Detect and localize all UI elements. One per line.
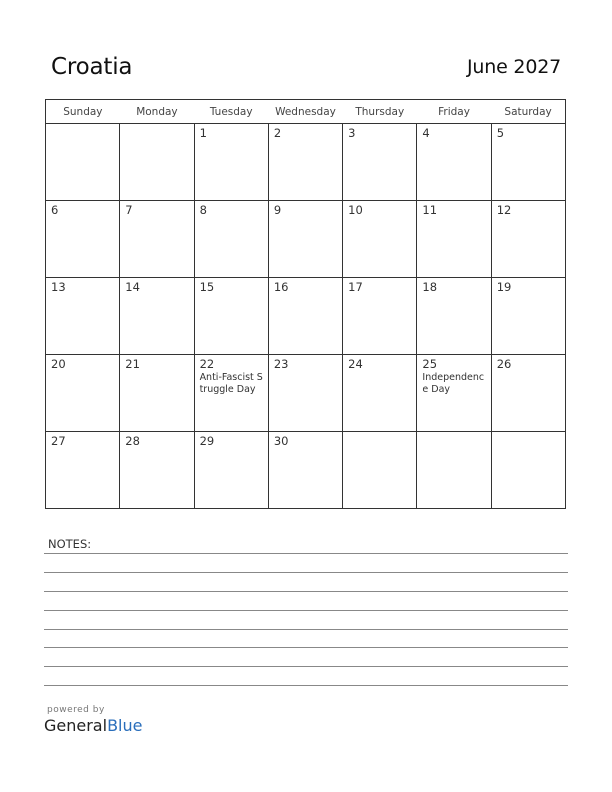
day-number: 26 — [496, 357, 512, 371]
day-cell[interactable] — [343, 278, 417, 355]
calendar-grid — [45, 99, 566, 509]
day-number: 15 — [199, 280, 215, 294]
day-cell-content — [343, 432, 416, 508]
day-cell-content — [46, 278, 119, 354]
day-number: 21 — [125, 357, 140, 371]
day-cell-content — [417, 124, 490, 200]
day-cell-content — [492, 201, 565, 277]
day-cell-content — [120, 201, 193, 277]
day-cell-content — [195, 124, 268, 200]
day-number: 30 — [273, 434, 289, 448]
day-number: 11 — [422, 203, 438, 217]
day-number: 12 — [496, 203, 512, 217]
day-cell[interactable] — [194, 432, 268, 509]
weekday-label: Saturday — [491, 100, 565, 124]
day-cell[interactable] — [417, 124, 491, 201]
day-number: 27 — [51, 434, 66, 448]
day-number: 1 — [199, 126, 207, 140]
day-number: 14 — [125, 280, 140, 294]
day-cell[interactable] — [417, 355, 491, 432]
day-cell[interactable] — [343, 355, 417, 432]
day-number: 29 — [199, 434, 215, 448]
calendar-week-row — [46, 278, 566, 355]
holiday-label: Independence Day — [422, 372, 485, 395]
day-cell-content — [195, 355, 268, 431]
day-cell-content — [46, 124, 119, 200]
day-number: 18 — [422, 280, 438, 294]
note-line — [44, 685, 568, 686]
day-cell-content — [492, 278, 565, 354]
note-line — [44, 591, 568, 592]
day-cell-content — [120, 432, 193, 508]
day-cell-content — [343, 278, 416, 354]
day-cell[interactable] — [194, 201, 268, 278]
day-cell[interactable] — [120, 432, 194, 509]
calendar-week-row — [46, 432, 566, 509]
calendar-week-row — [46, 124, 566, 201]
day-number: 9 — [273, 203, 282, 217]
day-cell[interactable] — [417, 201, 491, 278]
powered-by-text: powered by — [47, 705, 105, 715]
day-cell-content — [417, 355, 490, 431]
weekday-label: Sunday — [46, 100, 120, 124]
day-cell[interactable] — [120, 201, 194, 278]
day-number: 3 — [348, 126, 356, 140]
day-cell[interactable] — [46, 278, 120, 355]
day-number: 6 — [51, 203, 59, 217]
weekday-label: Monday — [120, 100, 194, 124]
day-number: 7 — [125, 203, 133, 217]
day-cell-content — [492, 124, 565, 200]
day-cell[interactable] — [46, 124, 120, 201]
weekday-label: Thursday — [343, 100, 417, 124]
day-number: 23 — [273, 357, 289, 371]
note-line — [44, 666, 568, 667]
day-number: 5 — [496, 126, 505, 140]
holiday-label: Anti-Fascist Struggle Day — [199, 372, 263, 395]
day-number: 16 — [273, 280, 289, 294]
weekday-label: Friday — [417, 100, 491, 124]
day-cell-content — [417, 278, 490, 354]
day-cell[interactable] — [417, 432, 491, 509]
day-cell-content — [417, 201, 490, 277]
brand-blue: Blue — [107, 716, 143, 735]
day-number: 22 — [199, 357, 215, 371]
note-line — [44, 610, 568, 611]
day-cell[interactable] — [194, 355, 268, 432]
day-cell[interactable] — [120, 278, 194, 355]
day-cell[interactable] — [268, 124, 342, 201]
day-number: 10 — [348, 203, 363, 217]
day-cell[interactable] — [491, 124, 565, 201]
day-cell-content — [46, 355, 119, 431]
day-cell[interactable] — [343, 124, 417, 201]
day-cell[interactable] — [343, 201, 417, 278]
day-cell[interactable] — [491, 278, 565, 355]
generalblue-logo[interactable] — [44, 716, 142, 735]
day-cell[interactable] — [268, 201, 342, 278]
day-number: 28 — [125, 434, 140, 448]
day-cell-content — [492, 432, 565, 508]
day-number: 19 — [496, 280, 512, 294]
calendar-week-row — [46, 201, 566, 278]
brand-general: General — [44, 716, 108, 735]
day-cell-content — [269, 432, 342, 508]
day-cell[interactable] — [120, 355, 194, 432]
month-year-title: June 2027 — [467, 56, 561, 78]
day-number: 2 — [273, 126, 282, 140]
notes-label: NOTES: — [48, 537, 92, 551]
day-cell-content — [195, 201, 268, 277]
day-number: 25 — [422, 357, 438, 371]
day-cell-content — [269, 201, 342, 277]
day-cell-content — [120, 355, 193, 431]
day-cell-content — [417, 432, 490, 508]
day-cell-content — [195, 278, 268, 354]
weekday-label: Wednesday — [268, 100, 342, 124]
day-cell-content — [269, 355, 342, 431]
day-cell[interactable] — [46, 432, 120, 509]
day-number: 17 — [348, 280, 363, 294]
day-cell[interactable] — [491, 355, 565, 432]
day-cell[interactable] — [491, 432, 565, 509]
weekday-label: Tuesday — [194, 100, 268, 124]
day-cell-content — [343, 201, 416, 277]
day-cell-content — [195, 432, 268, 508]
note-line — [44, 629, 568, 630]
day-cell[interactable] — [194, 278, 268, 355]
day-cell[interactable] — [417, 278, 491, 355]
day-number: 20 — [51, 357, 66, 371]
calendar-body — [46, 124, 566, 509]
day-cell-content — [269, 278, 342, 354]
day-cell[interactable] — [491, 201, 565, 278]
day-cell[interactable] — [268, 432, 342, 509]
day-cell[interactable] — [46, 355, 120, 432]
day-cell-content — [120, 124, 193, 200]
day-number: 4 — [422, 126, 430, 140]
note-line — [44, 553, 568, 554]
day-number: 13 — [51, 280, 66, 294]
day-number: 8 — [199, 203, 207, 217]
day-cell-content — [120, 278, 193, 354]
day-cell-content — [343, 355, 416, 431]
day-number: 24 — [348, 357, 363, 371]
day-cell[interactable] — [343, 432, 417, 509]
day-cell-content — [269, 124, 342, 200]
day-cell-content — [46, 201, 119, 277]
day-cell[interactable] — [194, 124, 268, 201]
country-title: Croatia — [51, 54, 133, 80]
weekday-header-row — [46, 100, 566, 124]
day-cell[interactable] — [268, 355, 342, 432]
note-line — [44, 647, 568, 648]
day-cell[interactable] — [268, 278, 342, 355]
day-cell[interactable] — [120, 124, 194, 201]
day-cell-content — [492, 355, 565, 431]
day-cell-content — [46, 432, 119, 508]
day-cell[interactable] — [46, 201, 120, 278]
note-line — [44, 572, 568, 573]
day-cell-content — [343, 124, 416, 200]
calendar-week-row — [46, 355, 566, 432]
